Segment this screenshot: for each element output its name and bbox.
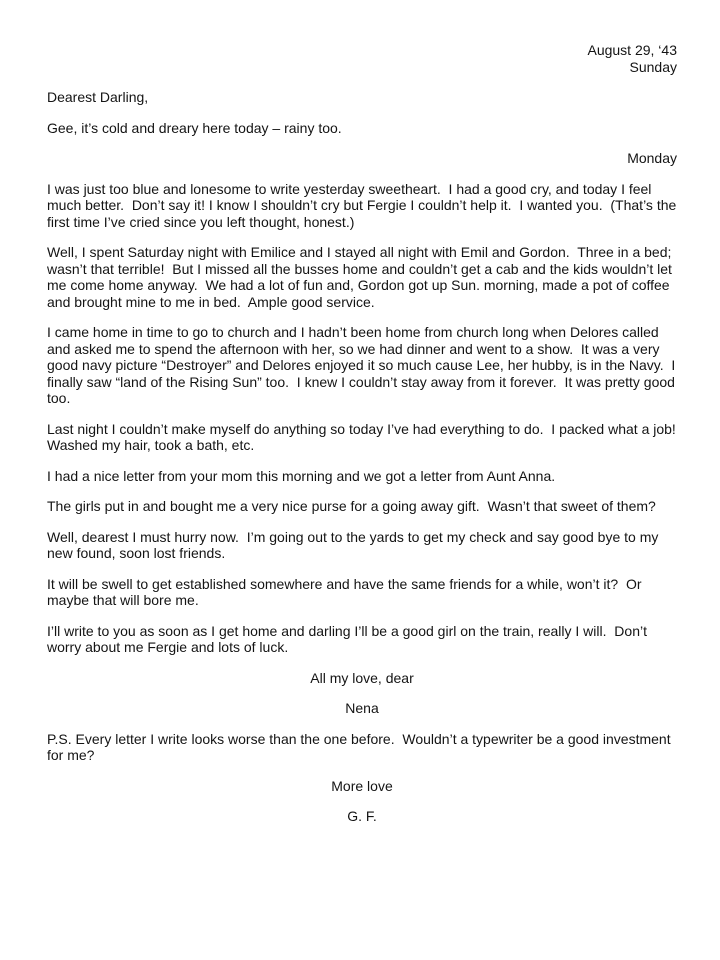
valediction: All my love, dear	[310, 669, 414, 686]
letter-content	[47, 42, 684, 839]
body-paragraph: The girls put in and bought me a very nice purse for a going away gift. Wasn’t that sweet of them?	[47, 498, 656, 514]
signature-initials: G. F.	[347, 808, 377, 824]
body-paragraph: Well, dearest I must hurry now. I’m going out to the yards to get my check and say good bye to my new found, soon lost friends.	[47, 528, 663, 561]
body-paragraph: I’ll write to you as soon as I get home and darling I’ll be a good girl on the train, really I will. Don’t worry about me Fergie and lots of luck.	[47, 622, 651, 655]
body-paragraph: Last night I couldn’t make myself do anything so today I’ve had everything to do. I packed what a job! Washed my hair, took a bath, etc.	[47, 420, 684, 453]
body-paragraph: Well, I spent Saturday night with Emilice and I stayed all night with Emil and Gordon. Three in a bed; wasn’t that terrible! But I missed all the busses home and couldn’t get a cab and the kids wouldn’t let me come home anyway. We had a lot of fun and, Gordon got up Sun. morning, made a pot of coffee and brought mine to me in bed. Ample good service.	[47, 244, 676, 310]
body-paragraph: I came home in time to go to church and I hadn’t been home from church long when Delores called and asked me to spend the afternoon with her, so we had dinner and went to a show. It was a very good navy picture “Destroyer” and Delores enjoyed it so much cause Lee, her hubby, is in the Navy. I finally saw “land of the Rising Sun” too. I knew I couldn’t stay away from it forever. It was pretty good too.	[47, 324, 680, 406]
body-paragraph: I was just too blue and lonesome to write yesterday sweetheart. I had a good cry, and today I feel much better. Don’t say it! I know I shouldn’t cry but Fergie I couldn’t help it. I wanted you. (That’s the first time I’ve cried since you left thought, honest.)	[47, 180, 681, 230]
body-paragraph: It will be swell to get established somewhere and have the same friends for a while, won’t it? Or maybe that will bore me.	[47, 575, 646, 608]
postscript: P.S. Every letter I write looks worse than the one before. Wouldn’t a typewriter be a good investment for me?	[47, 730, 675, 763]
day-heading-monday: Monday	[627, 150, 677, 166]
salutation: Dearest Darling,	[47, 89, 149, 105]
second-valediction: More love	[331, 777, 393, 794]
letter-day: Sunday	[629, 58, 677, 75]
letter-date: August 29, ‘43	[587, 42, 677, 58]
body-paragraph: I had a nice letter from your mom this morning and we got a letter from Aunt Anna.	[47, 467, 556, 484]
signature-name: Nena	[345, 700, 379, 716]
opening-paragraph: Gee, it’s cold and dreary here today – rainy too.	[47, 119, 342, 136]
